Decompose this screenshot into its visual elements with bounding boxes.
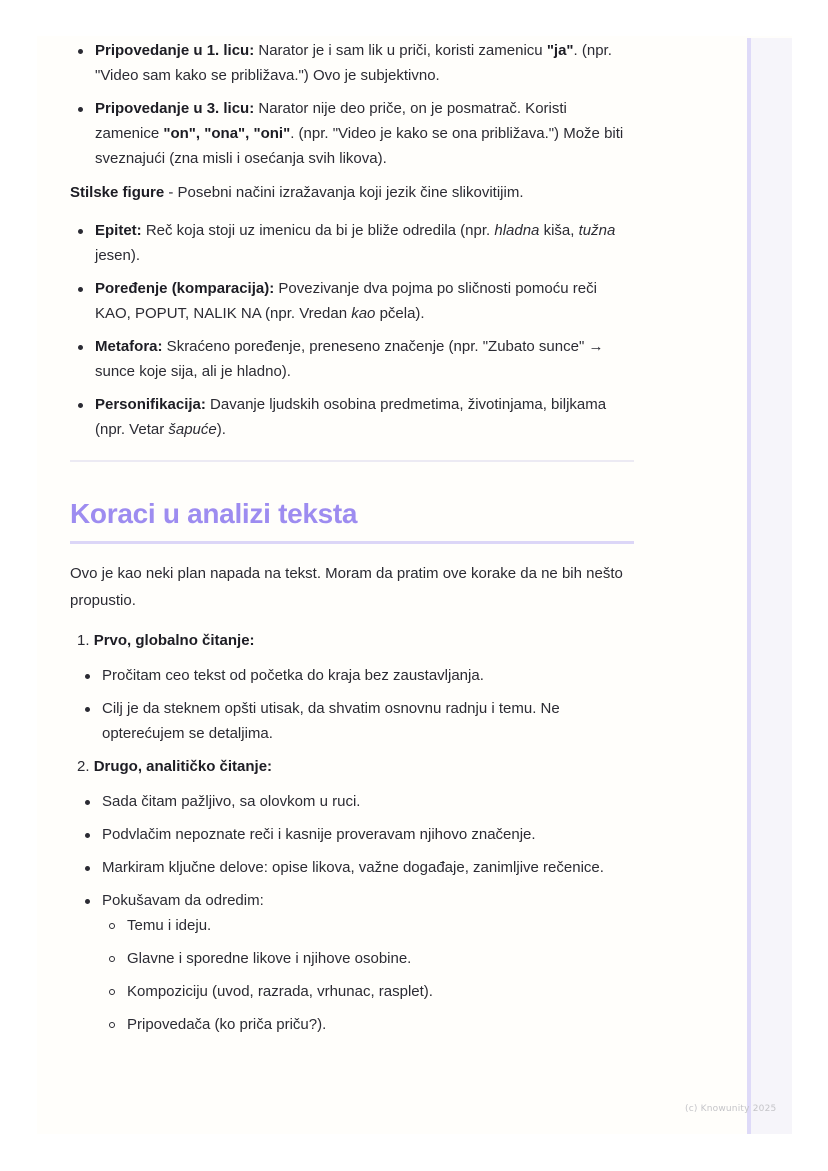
list-item xyxy=(102,888,634,1037)
italic-example: tužna xyxy=(578,222,616,239)
bold-inline: "ja" xyxy=(546,42,574,59)
item-text: Skraćeno poređenje, preneseno značenje (npr. "Zubato sunce" → sunce koje sija, ali je hladno). xyxy=(95,338,604,380)
item-text: Narator nije deo priče, on je posmatrač. Koristi zamenice xyxy=(95,100,567,142)
step-number: 2. xyxy=(77,758,90,775)
list-item: Pročitam ceo tekst od početka do kraja bez zaustavljanja. xyxy=(102,663,634,688)
item-text: Davanje ljudskih osobina predmetima, životinjama, biljkama (npr. Vetar xyxy=(95,396,607,438)
item-text: pčela). xyxy=(375,305,425,322)
term-label: Pripovedanje u 1. licu: xyxy=(95,42,255,59)
nested-list-item: Pripovedača (ko priča priču?). xyxy=(127,1012,634,1037)
narration-types-list xyxy=(70,38,634,171)
bold-inline: "on", "ona", "oni" xyxy=(163,125,291,142)
item-text: Povezivanje dva pojma po sličnosti pomoću reči KAO, POPUT, NALIK NA (npr. Vredan xyxy=(95,280,597,322)
item-text: ). xyxy=(216,421,226,438)
stylistic-figures-paragraph xyxy=(70,180,634,205)
nested-list-item: Temu i ideju. xyxy=(127,913,634,938)
term-label: Metafora: xyxy=(95,338,163,355)
list-item-poredjenje xyxy=(95,276,634,326)
list-item-epitet xyxy=(95,218,634,268)
list-item-metafora xyxy=(95,334,634,384)
step-title-text: Prvo, globalno čitanje: xyxy=(93,632,255,649)
page-side-margin xyxy=(747,38,792,1134)
item-text: . (npr. "Video sam kako se približava.") Ovo je subjektivno. xyxy=(95,42,612,84)
section-intro: Ovo je kao neki plan napada na tekst. Moram da pratim ove korake da ne bih nešto propustio. xyxy=(70,565,623,609)
term-label: Personifikacija: xyxy=(95,396,206,413)
step-item xyxy=(77,628,634,746)
item-text: Narator je i sam lik u priči, koristi zamenicu xyxy=(254,42,547,59)
term-label: Stilske figure xyxy=(70,184,165,201)
step-title-text: Drugo, analitičko čitanje: xyxy=(93,758,273,775)
step-item xyxy=(77,754,634,1037)
copyright-footer: (c) Knowunity 2025 xyxy=(685,1104,777,1114)
term-label: Pripovedanje u 3. licu: xyxy=(95,100,255,117)
nested-circle-list xyxy=(102,913,634,1037)
nested-list-item: Glavne i sporedne likove i njihove osobine. xyxy=(127,946,634,971)
analysis-steps-list xyxy=(70,628,634,1037)
list-item: Sada čitam pažljivo, sa olovkom u ruci. xyxy=(102,789,634,814)
nested-list-item: Kompoziciju (uvod, razrada, vrhunac, rasplet). xyxy=(127,979,634,1004)
step-number: 1. xyxy=(77,632,90,649)
document-content xyxy=(70,38,634,1045)
term-label: Epitet: xyxy=(95,222,142,239)
list-item-third-person xyxy=(95,96,634,171)
list-item: Markiram ključne delove: opise likova, važne događaje, zanimljive rečenice. xyxy=(102,855,634,880)
italic-example: šapuće xyxy=(168,421,217,438)
stylistic-figures-list xyxy=(70,218,634,442)
term-label: Poređenje (komparacija): xyxy=(95,280,275,297)
italic-example: kao xyxy=(351,305,376,322)
item-text: kiša, xyxy=(539,222,579,239)
section-heading: Koraci u analizi teksta xyxy=(70,496,634,544)
list-item-personifikacija xyxy=(95,392,634,442)
section-divider xyxy=(70,460,634,462)
step-title xyxy=(77,628,634,653)
item-text: Reč koja stoji uz imenicu da bi je bliže odredila (npr. xyxy=(141,222,495,239)
item-text: jesen). xyxy=(95,247,141,264)
list-item: Podvlačim nepoznate reči i kasnije proveravam njihovo značenje. xyxy=(102,822,634,847)
step-sub-list xyxy=(59,789,634,1037)
item-text: . (npr. "Video je kako se ona približava.") Može biti sveznajući (zna misli i osećanja svih likova). xyxy=(95,125,624,167)
step-title xyxy=(77,754,634,779)
paragraph-text: - Posebni načini izražavanja koji jezik čine slikovitijim. xyxy=(164,184,524,201)
list-item: Cilj je da steknem opšti utisak, da shvatim osnovnu radnju i temu. Ne opterećujem se detaljima. xyxy=(102,696,634,746)
list-item-text: Pokušavam da odredim: xyxy=(102,892,264,909)
italic-example: hladna xyxy=(494,222,540,239)
list-item-first-person xyxy=(95,38,634,88)
step-sub-list xyxy=(59,663,634,746)
